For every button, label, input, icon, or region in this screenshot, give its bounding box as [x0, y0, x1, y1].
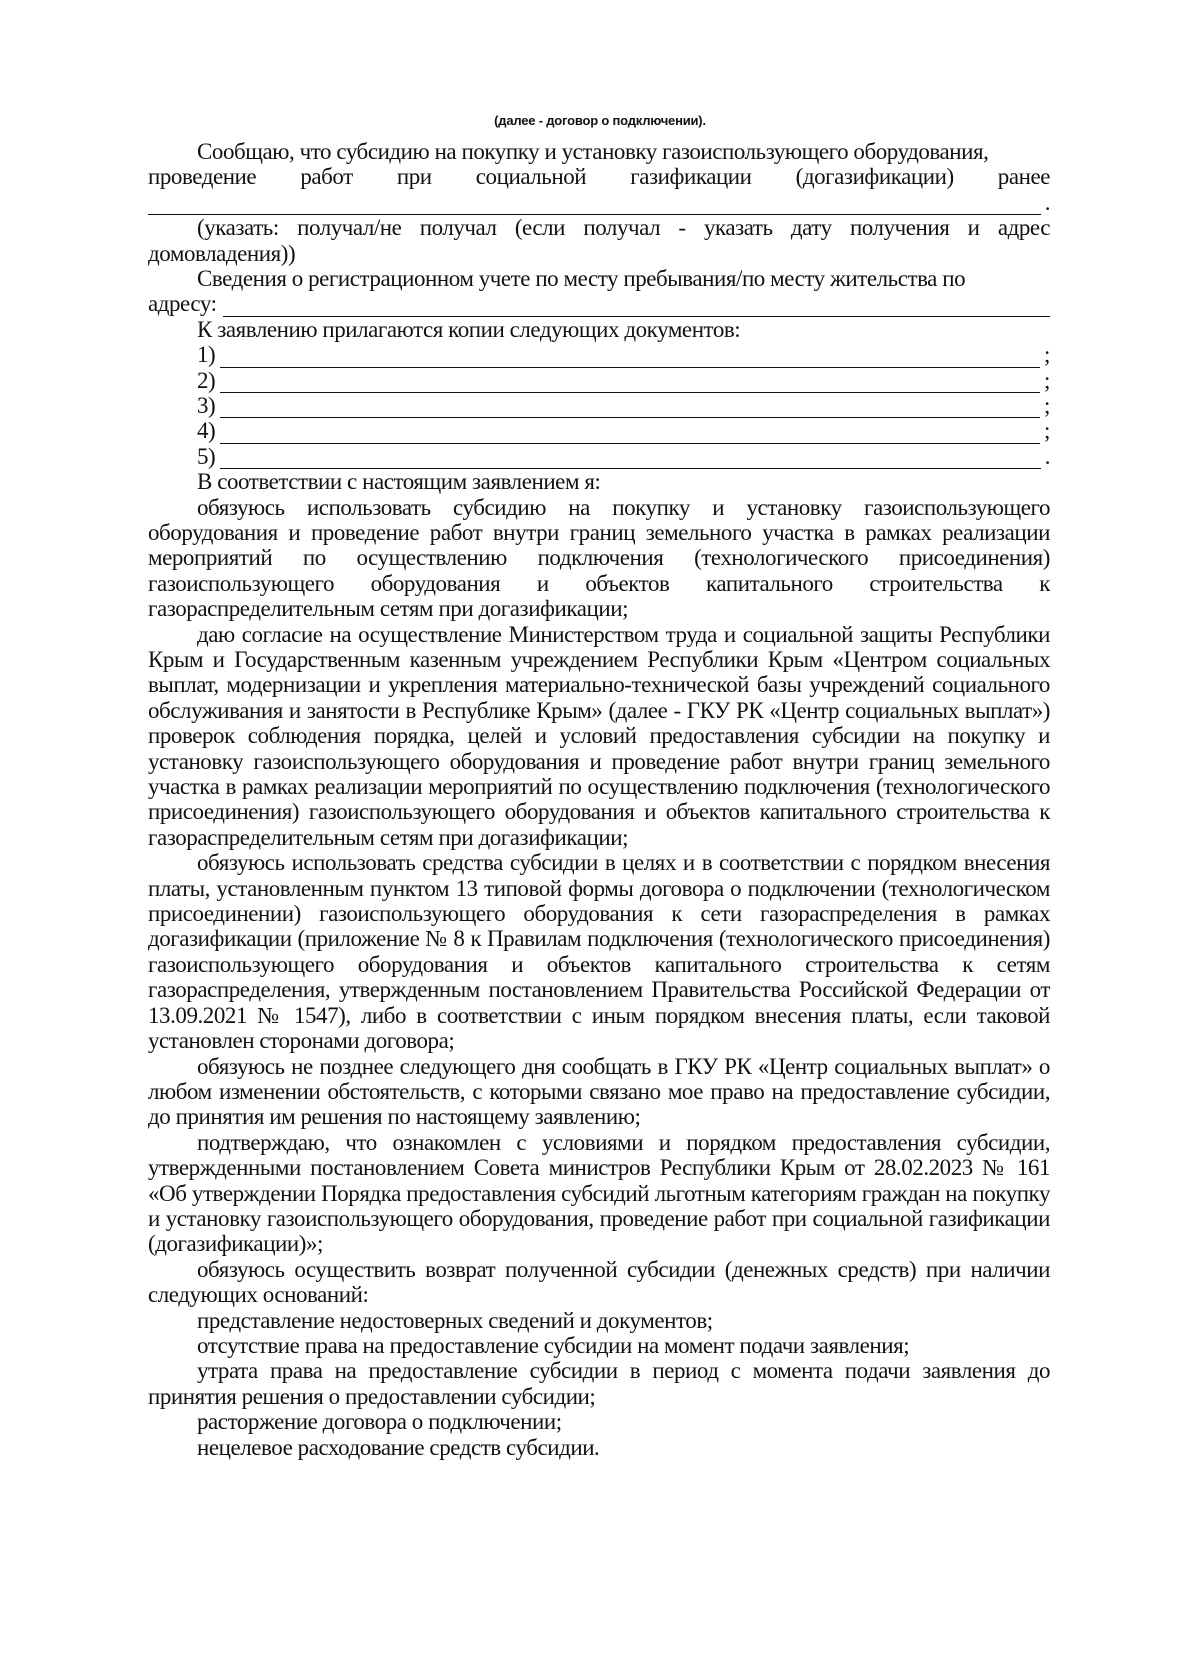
- attachment-underline: [220, 374, 1040, 393]
- ground-item: отсутствие права на предоставление субсидии на момент подачи заявления;: [197, 1332, 910, 1358]
- ground-item: утрата права на предоставление субсидии в период с момента подачи заявления до принятия решения о предоставлении субсидии;: [148, 1358, 1050, 1409]
- registration-statement: Сведения о регистрационном учете по месту пребывания/по месту жительства по: [197, 266, 966, 292]
- application-body: [148, 139, 1050, 1460]
- attachment-number: 4): [197, 418, 216, 444]
- registration-address-underline: [223, 298, 1050, 317]
- attachment-line-2[interactable]: [148, 368, 1050, 393]
- attachments-list: [148, 342, 1050, 469]
- attachment-number: 5): [197, 443, 216, 469]
- commitment-use-subsidy: обязуюсь использовать субсидию на покупку и установку газоиспользующего оборудования и проведение работ внутри границ земельного участка в рамках реализации мероприятий по осуществлению подключения (технологического присоединения) газоиспользующего оборудования и объектов капитального строительства к газораспределительным сетям при догазификации;: [148, 494, 1050, 622]
- attachment-end: .: [1044, 443, 1050, 469]
- ground-item: представление недостоверных сведений и документов;: [197, 1307, 713, 1333]
- attachment-end: ;: [1044, 392, 1050, 418]
- accordance-heading: В соответствии с настоящим заявлением я:: [197, 469, 601, 495]
- commitment-acknowledge-terms: подтверждаю, что ознакомлен с условиями и порядком предоставления субсидии, утвержденными постановлением Совета министров Республики Крым от 28.02.2023 № 161 «Об утверждении Порядка предоставления субсидий льготным категориям граждан на покупку и установку газоиспользующего оборудования, проведение работ при социальной газификации (догазификации)»;: [148, 1129, 1050, 1257]
- attachment-underline: [220, 425, 1040, 444]
- attachment-number: 1): [197, 342, 216, 368]
- subsidy-received-field[interactable]: .: [148, 190, 1050, 215]
- commitment-report-changes: обязуюсь не позднее следующего дня сообщать в ГКУ РК «Центр социальных выплат» о любом изменении обстоятельств, с которыми связано мое право на предоставление субсидии, до принятия им решения по настоящему заявлению;: [148, 1053, 1050, 1130]
- registration-address-label: адресу:: [148, 291, 217, 317]
- ground-item: расторжение договора о подключении;: [197, 1409, 562, 1435]
- attachment-number: 2): [197, 367, 216, 393]
- attachment-underline: [220, 399, 1040, 418]
- attachment-line-5[interactable]: [148, 444, 1050, 469]
- attachment-end: ;: [1044, 367, 1050, 393]
- commitment-return-subsidy: обязуюсь осуществить возврат полученной субсидии (денежных средств) при наличии следующих оснований:: [148, 1256, 1050, 1308]
- attachment-underline: [220, 450, 1040, 469]
- attachment-end: ;: [1044, 418, 1050, 444]
- attachment-end: ;: [1044, 342, 1050, 368]
- subsidy-received-underline: [148, 196, 1041, 215]
- registration-address-field[interactable]: [148, 291, 1050, 316]
- attachment-number: 3): [197, 392, 216, 418]
- ground-item: нецелевое расходование средств субсидии.: [197, 1434, 600, 1460]
- attachment-line-1[interactable]: [148, 342, 1050, 367]
- attachments-title: К заявлению прилагаются копии следующих документов:: [197, 316, 741, 342]
- attachment-underline: [220, 349, 1040, 368]
- subsidy-received-hint: (указать: получал/не получал (если получал - указать дату получения и адрес домовладения)): [148, 215, 1050, 266]
- commitment-use-funds: обязуюсь использовать средства субсидии в целях и в соответствии с порядком внесения платы, установленным пунктом 13 типовой формы договора о подключении (технологическом присоединении) газоиспользующего оборудования к сети газораспределения в рамках догазификации (приложение № 8 к Правилам подключения (технологического присоединения) газоиспользующего оборудования и объектов капитального строительства к сетям газораспределения, утвержденным постановлением Правительства Российской Федерации от 13.09.2021 № 1547), либо в соответствии с иным порядком внесения платы, если таковой установлен сторонами договора;: [148, 850, 1050, 1054]
- contract-caption: (далее - договор о подключении).: [494, 113, 706, 128]
- subsidy-statement-line-2: проведение работ при социальной газификации (догазификации) ранее: [148, 164, 1050, 190]
- commitment-consent-checks: даю согласие на осуществление Министерством труда и социальной защиты Республики Крым и Государственным казенным учреждением Республики Крым «Центром социальных выплат, модернизации и укрепления материально-технической базы учреждений социального обслуживания и занятости в Республике Крым» (далее - ГКУ РК «Центр социальных выплат») проверок соблюдения порядка, целей и условий предоставления субсидии на покупку и установку газоиспользующего оборудования и проведение работ внутри границ земельного участка в рамках реализации мероприятий по осуществлению подключения (технологического присоединения) газоиспользующего оборудования и объектов капитального строительства к газораспределительным сетям при догазификации;: [148, 621, 1050, 850]
- attachment-line-3[interactable]: [148, 393, 1050, 418]
- subsidy-statement-line-1: Сообщаю, что субсидию на покупку и установку газоиспользующего оборудования,: [197, 139, 989, 164]
- attachment-line-4[interactable]: [148, 418, 1050, 443]
